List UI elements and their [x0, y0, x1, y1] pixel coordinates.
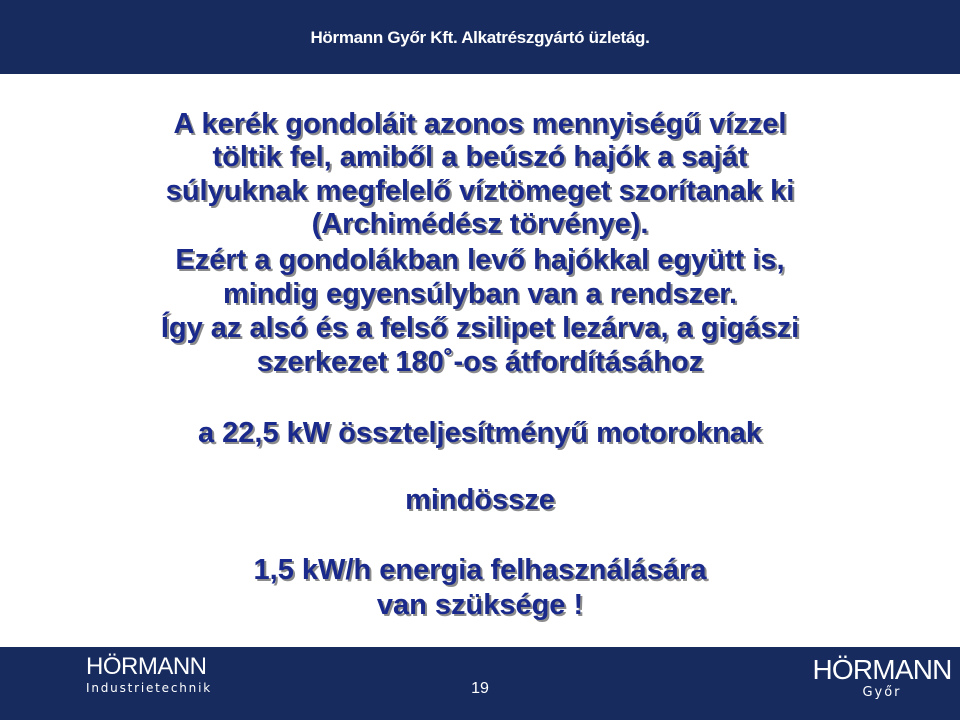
- hormann-gyor-logo: [812, 655, 952, 701]
- body-line-7: Így az alsó és a felső zsilipet lezárva, a gigászi: [160, 312, 800, 344]
- logo-left-brand: HÖRMANN: [86, 653, 207, 680]
- body-line-9: a 22,5 kW összteljesítményű motoroknak: [197, 417, 763, 449]
- body-line-4: (Archimédész törvénye).: [311, 208, 649, 240]
- logo-right-brand: HÖRMANN: [812, 654, 952, 685]
- page-number: 19: [471, 680, 489, 697]
- body-line-5: Ezért a gondolákban levő hajókkal együtt is,: [175, 244, 785, 276]
- body-line-6: mindig egyensúlyban van a rendszer.: [222, 278, 738, 310]
- body-line-12: van szüksége !: [376, 589, 584, 621]
- hormann-industrietechnik-logo: [86, 654, 221, 696]
- body-line-1: A kerék gondoláit azonos mennyiségű vízzel: [173, 108, 787, 140]
- body-line-2: töltik fel, amiből a beúszó hajók a saját: [212, 141, 748, 173]
- body-line-11: 1,5 kW/h energia felhasználására: [253, 554, 707, 586]
- logo-left-sub: Industrietechnik: [86, 681, 212, 695]
- logo-right-sub: Győr: [862, 685, 902, 700]
- body-line-10: mindössze: [405, 484, 555, 516]
- body-line-8: szerkezet 180˚-os átfordításához: [256, 346, 704, 378]
- body-line-3: súlyuknak megfelelő víztömeget szorítanak ki: [165, 175, 795, 207]
- header-title: Hörmann Győr Kft. Alkatrészgyártó üzletág.: [310, 28, 650, 47]
